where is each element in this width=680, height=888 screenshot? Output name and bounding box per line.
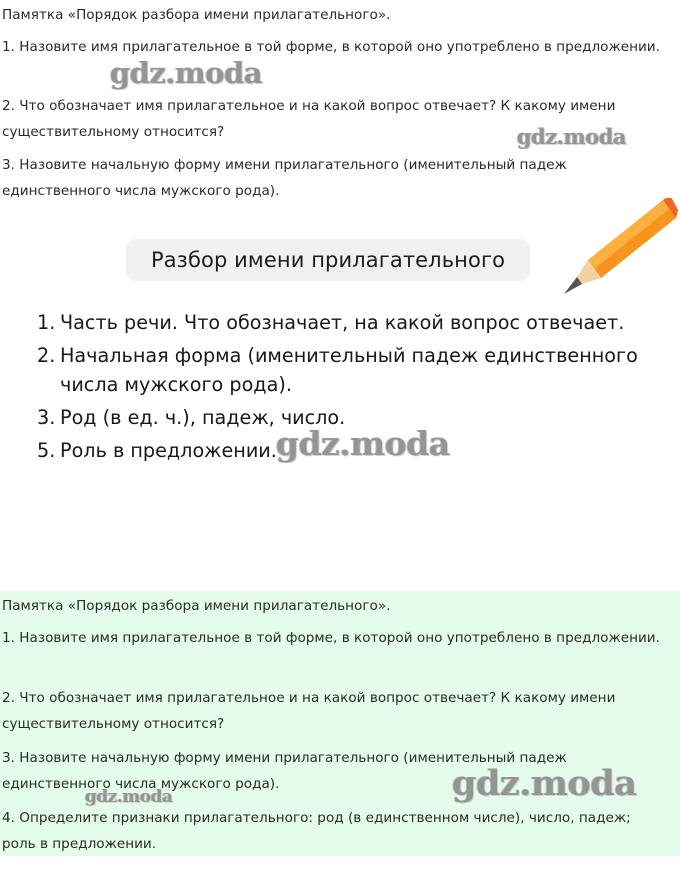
memo-item-1: 1. Назовите имя прилагательное в той форме, в которой оно употреблено в предложении. — [2, 39, 660, 55]
rule-text: Начальная форма (именительный падеж единственного числа мужского рода). — [60, 344, 638, 396]
heading-box — [126, 239, 530, 281]
answer-memo-item-3: 3. Назовите начальную форму имени прилагательного (именительный падеж единственного числа мужского рода). — [2, 750, 567, 792]
rule-text: Род (в ед. ч.), падеж, число. — [60, 406, 346, 429]
rule-number: 3. — [37, 406, 56, 429]
answer-memo-item-1: 1. Назовите имя прилагательное в той форме, в которой оно употреблено в предложении. — [2, 630, 660, 646]
memo-item-3: 3. Назовите начальную форму имени прилагательного (именительный падеж единственного числа мужского рода). — [2, 157, 567, 199]
rule-item-1 — [37, 308, 657, 337]
pencil-icon — [558, 198, 678, 300]
watermark: gdz.moda — [276, 424, 450, 463]
answer-memo-item-4: 4. Определите признаки прилагательного: род (в единственном числе), число, падеж; роль в предложении. — [2, 810, 631, 852]
watermark: gdz.moda — [85, 787, 173, 807]
rule-text: Часть речи. Что обозначает, на какой вопрос отвечает. — [60, 311, 625, 334]
section-heading: Разбор имени прилагательного — [150, 248, 506, 272]
watermark: gdz.moda — [517, 124, 627, 149]
answer-memo-title: Памятка «Порядок разбора имени прилагательного». — [2, 598, 391, 614]
rule-number: 5. — [37, 439, 56, 462]
rule-item-2 — [37, 341, 657, 399]
rule-text: Роль в предложении. — [60, 439, 277, 462]
answer-memo-item-2: 2. Что обозначает имя прилагательное и на какой вопрос отвечает? К какому имени существительному относится? — [2, 690, 616, 732]
watermark: gdz.moda — [452, 763, 637, 804]
memo-title: Памятка «Порядок разбора имени прилагательного». — [2, 7, 391, 23]
watermark: gdz.moda — [110, 56, 263, 90]
memo-item-2: 2. Что обозначает имя прилагательное и на какой вопрос отвечает? К какому имени существительному относится? — [2, 98, 616, 140]
rule-number: 2. — [37, 344, 56, 367]
rule-number: 1. — [37, 311, 56, 334]
